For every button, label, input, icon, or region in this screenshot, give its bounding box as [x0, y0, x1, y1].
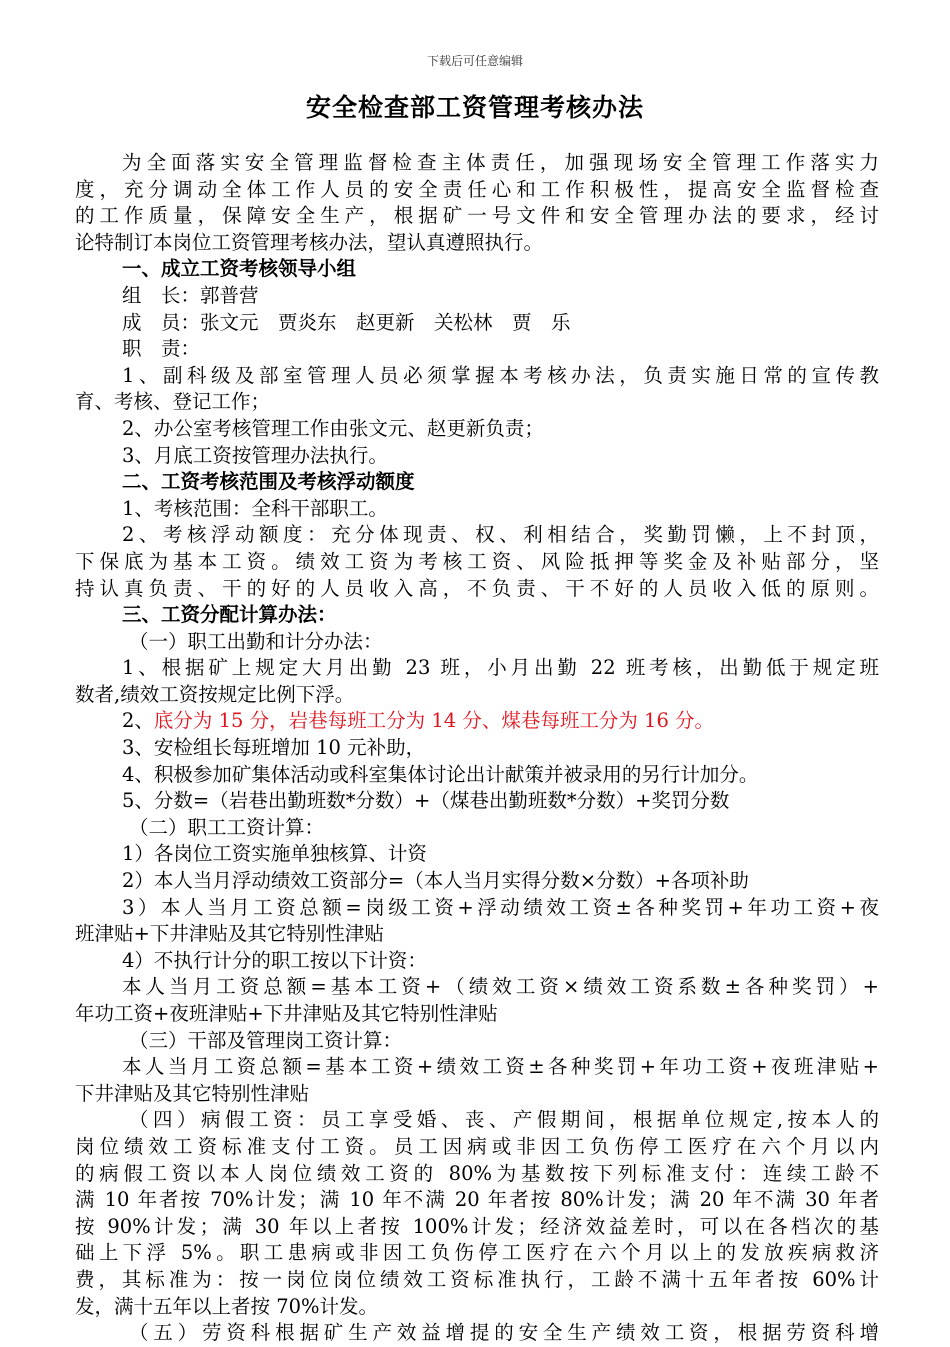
text-line	[75, 735, 879, 762]
text-line	[75, 1214, 879, 1241]
text-line-content: 一、成立工资考核领导小组	[122, 257, 357, 281]
text-line	[75, 1320, 879, 1347]
document-body	[75, 150, 879, 1347]
text-line-content: 职 责：	[122, 337, 201, 361]
text-line	[75, 1001, 879, 1028]
text-line	[75, 336, 879, 363]
text-line-content: 1、副科级及部室管理人员必须掌握本考核办法，负责实施日常的宣传教	[122, 363, 879, 387]
text-line	[75, 1054, 879, 1081]
text-line	[75, 443, 879, 470]
text-line	[75, 469, 879, 496]
text-line-content: 岗位绩效工资标准支付工资。员工因病或非因工负伤停工医疗在六个月以内	[75, 1134, 879, 1158]
text-line-content: 2、考核浮动额度：充分体现责、权、利相结合，奖勤罚懒，上不封顶，	[122, 523, 879, 547]
text-line	[75, 1294, 879, 1321]
text-line-content: 成 员：张文元 贾炎东 赵更新 关松林 贾 乐	[122, 310, 571, 334]
text-line-content: 按 90%计发；满 30 年以上者按 100%计发；经济效益差时，可以在各档次的基	[75, 1214, 879, 1238]
text-line	[75, 1107, 879, 1134]
text-line-content: 2）本人当月浮动绩效工资部分=（本人当月实得分数×分数）+各项补助	[122, 869, 749, 893]
text-line	[75, 682, 879, 709]
text-line	[75, 895, 879, 922]
text-line	[75, 496, 879, 523]
text-line	[75, 177, 879, 204]
text-line-content: 数者,绩效工资按规定比例下浮。	[75, 682, 355, 706]
text-line-content: （四）病假工资：员工享受婚、丧、产假期间，根据单位规定,按本人的	[129, 1108, 879, 1132]
text-line	[75, 708, 879, 735]
text-line-content: 论特制订本岗位工资管理考核办法，望认真遵照执行。	[75, 230, 544, 254]
text-line-content: 的工作质量，保障安全生产，根据矿一号文件和安全管理办法的要求，经讨	[75, 204, 879, 228]
text-line-content: 下井津贴及其它特别性津贴	[75, 1081, 310, 1105]
text-line	[75, 868, 879, 895]
text-line	[75, 815, 879, 842]
text-line	[75, 1134, 879, 1161]
text-line	[75, 522, 879, 549]
text-line-content: 三、工资分配计算办法：	[122, 603, 337, 627]
text-line-content: 本人当月工资总额=基本工资+绩效工资±各种奖罚+年功工资+夜班津贴+	[122, 1055, 879, 1079]
text-line-content: 二、工资考核范围及考核浮动额度	[122, 470, 415, 494]
text-line-content: 本人当月工资总额=基本工资+（绩效工资×绩效工资系数±各种奖罚）+	[122, 975, 879, 999]
text-line-content: 满 10 年者按 70%计发；满 10 年不满 20 年者按 80%计发；满 20 年不满 30 年者	[75, 1188, 879, 1212]
text-line	[75, 655, 879, 682]
text-line-content: 度，充分调动全体工作人员的安全责任心和工作积极性，提高安全监督检查	[75, 177, 879, 201]
text-line-content: 2、办公室考核管理工作由张文元、赵更新负责；	[122, 416, 544, 440]
document-title: 安全检查部工资管理考核办法	[305, 93, 644, 122]
text-line	[75, 1240, 879, 1267]
text-line	[75, 762, 879, 789]
text-line	[75, 283, 879, 310]
text-line	[75, 1267, 879, 1294]
text-line-content: 1、根据矿上规定大月出勤 23 班，小月出勤 22 班考核，出勤低于规定班	[122, 656, 879, 680]
text-line	[75, 310, 879, 337]
text-line-content: 3）本人当月工资总额=岗级工资+浮动绩效工资±各种奖罚+年功工资+夜	[122, 895, 879, 919]
text-line-content: 1）各岗位工资实施单独核算、计资	[122, 842, 427, 866]
text-line	[75, 549, 879, 576]
text-line-content: 5、分数=（岩巷出勤班数*分数）+（煤巷出勤班数*分数）+奖罚分数	[122, 789, 730, 813]
text-line	[75, 576, 879, 603]
text-line-content: 费，其标准为：按一岗位岗位绩效工资标准执行，工龄不满十五年者按 60%计	[75, 1267, 879, 1291]
text-line-content: （五）劳资科根据矿生产效益增提的安全生产绩效工资，根据劳资科增	[129, 1321, 879, 1345]
text-line	[75, 416, 879, 443]
text-line-content: 育、考核、登记工作；	[75, 390, 271, 414]
text-line	[75, 1081, 879, 1108]
text-line-content: （二）职工工资计算：	[129, 815, 325, 839]
text-line-content: 下保底为基本工资。绩效工资为考核工资、风险抵押等奖金及补贴部分，坚	[75, 549, 879, 573]
text-line	[75, 948, 879, 975]
text-line	[75, 389, 879, 416]
text-line	[75, 788, 879, 815]
highlighted-text: 底分为 15 分，岩巷每班工分为 14 分、煤巷每班工分为 16 分。	[153, 709, 715, 733]
text-line-content: 4、积极参加矿集体活动或科室集体讨论出计献策并被录用的另行计加分。	[122, 762, 759, 786]
header-note: 下载后可任意编辑	[426, 54, 523, 68]
text-line-content: 的病假工资以本人岗位绩效工资的 80%为基数按下列标准支付：连续工龄不	[75, 1161, 879, 1185]
text-line	[75, 921, 879, 948]
text-line	[75, 150, 879, 177]
text-line	[75, 602, 879, 629]
text-line-content: 础上下浮 5%。职工患病或非因工负伤停工医疗在六个月以上的发放疾病救济	[75, 1241, 879, 1265]
text-line-content: （一）职工出勤和计分办法：	[129, 629, 383, 653]
text-line-content: （三）干部及管理岗工资计算：	[129, 1028, 403, 1052]
text-line-content: 3、月底工资按管理办法执行。	[122, 443, 388, 467]
text-line-content: 持认真负责、干的好的人员收入高，不负责、干不好的人员收入低的原则。	[75, 576, 879, 600]
text-line-content: 4）不执行计分的职工按以下计资：	[122, 948, 427, 972]
text-line	[75, 203, 879, 230]
text-line-content: 组 长：郭普营	[122, 283, 259, 307]
text-line-content: 发，满十五年以上者按 70%计发。	[75, 1294, 379, 1318]
text-line	[75, 1187, 879, 1214]
text-line	[75, 1028, 879, 1055]
text-line-content: 班津贴+下井津贴及其它特别性津贴	[75, 922, 384, 946]
text-line	[75, 256, 879, 283]
text-line-content: 3、安检组长每班增加 10 元补助，	[122, 736, 426, 760]
text-line	[75, 230, 879, 257]
text-line	[75, 974, 879, 1001]
text-line	[75, 841, 879, 868]
text-line	[75, 1161, 879, 1188]
text-line-content: 年功工资+夜班津贴+下井津贴及其它特别性津贴	[75, 1002, 498, 1025]
text-line-content: 2、	[122, 709, 154, 733]
text-line	[75, 363, 879, 390]
text-line-content: 1、考核范围：全科干部职工。	[122, 496, 388, 520]
text-line-content: 为全面落实安全管理监督检查主体责任，加强现场安全管理工作落实力	[122, 151, 879, 174]
text-line	[75, 629, 879, 656]
